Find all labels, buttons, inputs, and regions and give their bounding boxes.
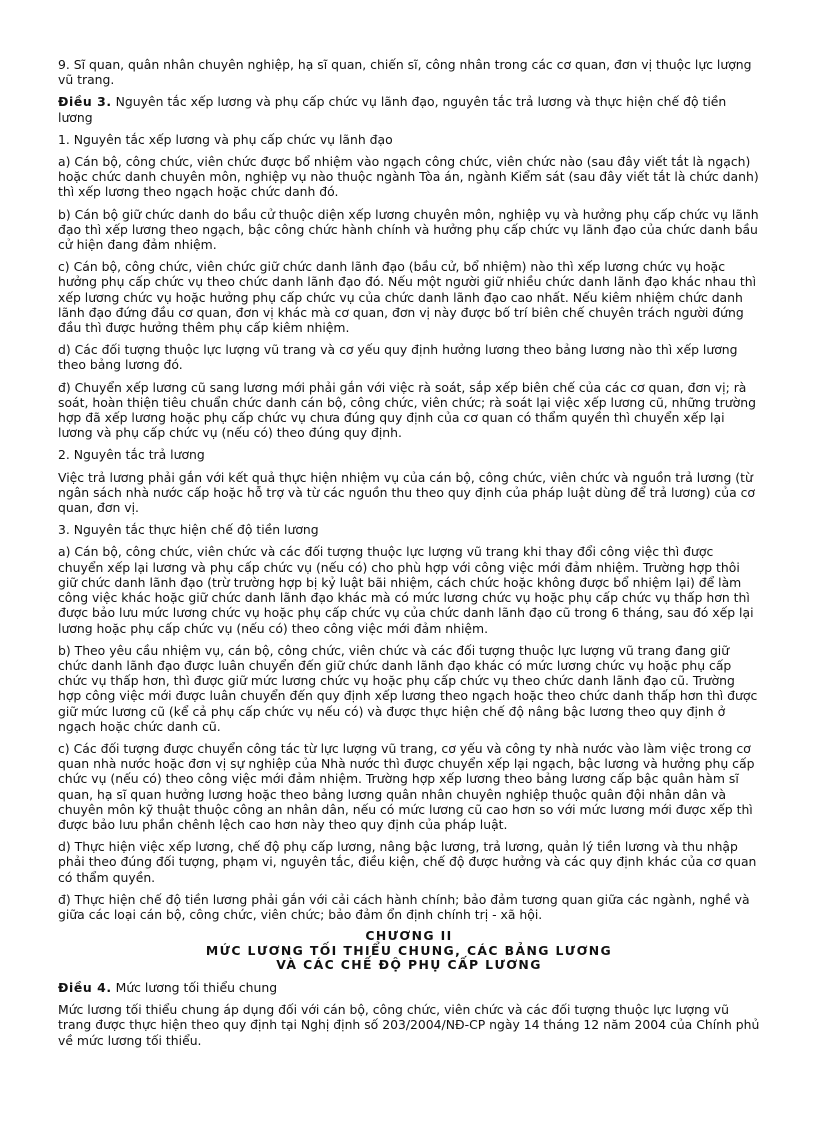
- article-3-heading: [58, 94, 760, 124]
- article-4-body: Mức lương tối thiểu chung áp dụng đối với cán bộ, công chức, viên chức và các đối tượng thuộc lực lượng vũ trang được thực hiện theo quy định tại Nghị định số 203/2004/NĐ-CP ngày 14 tháng 12 năm 2004 của Chính phủ về mức lương tối thiểu.: [58, 1002, 760, 1048]
- chapter-title-line-2: VÀ CÁC CHẾ ĐỘ PHỤ CẤP LƯƠNG: [276, 957, 542, 973]
- article-3-label: Điều 3.: [58, 94, 112, 110]
- chapter-number: CHƯƠNG II: [365, 928, 453, 944]
- paragraph-1b: b) Cán bộ giữ chức danh do bầu cử thuộc diện xếp lương chuyên môn, nghiệp vụ và hưởng phụ cấp chức vụ lãnh đạo thì xếp lương theo ngạch, bậc công chức hành chính và hưởng phụ cấp chức vụ lãnh đạo của chức danh bầu cử hiện đang đảm nhiệm.: [58, 206, 759, 253]
- paragraph-1dd: đ) Chuyển xếp lương cũ sang lương mới phải gắn với việc rà soát, sắp xếp biên chế của các cơ quan, đơn vị; rà soát, hoàn thiện tiêu chuẩn chức danh cán bộ, công chức, viên chức; rà soát lại việc xếp lương cũ, những trường hợp đã xếp lương hoặc phụ cấp chức vụ chưa đúng quy định của cơ quan có thẩm quyền thì chuyển xếp lại lương và phụ cấp chức vụ (nếu có) theo đúng quy định.: [58, 379, 756, 441]
- paragraph-3a: a) Cán bộ, công chức, viên chức và các đối tượng thuộc lực lượng vũ trang khi thay đổi công việc thì được chuyển xếp lại lương và phụ cấp chức vụ (nếu có) cho phù hợp với công việc mới đảm nhiệm. Trường hợp thôi giữ chức danh lãnh đạo (trừ trường hợp bị kỷ luật bãi nhiệm, cách chức hoặc không được bổ nhiệm lại) để làm công việc khác hoặc giữ chức danh lãnh đạo khác mà có mức lương chức vụ hoặc phụ cấp chức vụ thấp hơn thì được bảo lưu mức lương chức vụ hoặc phụ cấp chức vụ của chức danh lãnh đạo cũ trong 6 tháng, sau đó xếp lại lương hoặc phụ cấp chức vụ (nếu có) theo công việc mới đảm nhiệm.: [58, 544, 754, 636]
- paragraph-3b: b) Theo yêu cầu nhiệm vụ, cán bộ, công chức, viên chức và các đối tượng thuộc lực lượng vũ trang đang giữ chức danh lãnh đạo được luân chuyển đến giữ chức danh lãnh đạo khác có mức lương chức vụ hoặc phụ cấp chức vụ thấp hơn, thì được giữ mức lương chức vụ hoặc phụ cấp chức vụ theo chức danh lãnh đạo cũ. Trường hợp công việc mới được luân chuyển đến quy định xếp lương theo ngạch hoặc theo chức danh thấp hơn thì được giữ mức lương cũ (kể cả phụ cấp chức vụ nếu có) và được thực hiện chế độ nâng bậc lương theo quy định ở ngạch hoặc chức danh cũ.: [58, 642, 758, 734]
- paragraph-2-body: Việc trả lương phải gắn với kết quả thực hiện nhiệm vụ của cán bộ, công chức, viên chức và nguồn trả lương (từ ngân sách nhà nước cấp hoặc hỗ trợ và từ các nguồn thu theo quy định của pháp luật dùng để trả lương) của cơ quan, đơn vị.: [58, 469, 756, 516]
- paragraph-3c: c) Các đối tượng được chuyển công tác từ lực lượng vũ trang, cơ yếu và công ty nhà nước vào làm việc trong cơ quan nhà nước hoặc đơn vị sự nghiệp của Nhà nước thì được chuyển xếp lại ngạch, bậc lương và hưởng phụ cấp chức vụ (nếu có) theo công việc mới đảm nhiệm. Trường hợp xếp lương theo bảng lương cấp bậc quân hàm sĩ quan, hạ sĩ quan hưởng lương hoặc theo bảng lương quân nhân chuyên nghiệp thuộc quân đội nhân dân và chuyên môn kỹ thuật thuộc công an nhân dân, nếu có mức lương cũ cao hơn so với mức lương mới được xếp thì được bảo lưu phần chênh lệch cao hơn này theo quy định của pháp luật.: [58, 740, 755, 832]
- section-1-heading: 1. Nguyên tắc xếp lương và phụ cấp chức vụ lãnh đạo: [58, 131, 393, 147]
- paragraph-item-9: 9. Sĩ quan, quân nhân chuyên nghiệp, hạ sĩ quan, chiến sĩ, công nhân trong các cơ quan, đơn vị thuộc lực lượng vũ trang.: [58, 57, 752, 88]
- chapter-title-line-1: MỨC LƯƠNG TỐI THIỂU CHUNG, CÁC BẢNG LƯƠNG: [205, 942, 613, 958]
- article-3-title: Nguyên tắc xếp lương và phụ cấp chức vụ lãnh đạo, nguyên tắc trả lương và thực hiện chế độ tiền lương: [58, 94, 727, 125]
- paragraph-1c: c) Cán bộ, công chức, viên chức giữ chức danh lãnh đạo (bầu cử, bổ nhiệm) nào thì xếp lương chức vụ hoặc hưởng phụ cấp chức vụ theo chức danh lãnh đạo đó. Nếu một người giữ nhiều chức danh lãnh đạo khác nhau thì xếp lương chức vụ hoặc hưởng phụ cấp chức vụ của chức danh lãnh đạo cao nhất. Nếu kiêm nhiệm chức danh lãnh đạo đứng đầu cơ quan, đơn vị khác mà cơ quan, đơn vị này được bố trí biên chế chuyên trách người đứng đầu thì được hưởng thêm phụ cấp kiêm nhiệm.: [58, 259, 757, 336]
- paragraph-3d: d) Thực hiện việc xếp lương, chế độ phụ cấp lương, nâng bậc lương, trả lương, quản lý tiền lương và thu nhập phải theo đúng đối tượng, phạm vi, nguyên tắc, điều kiện, chế độ được hưởng và các quy định khác của cơ quan có thẩm quyền.: [58, 839, 757, 885]
- article-4-heading: [58, 980, 760, 995]
- article-4-label: Điều 4.: [58, 979, 112, 995]
- section-2-heading: 2. Nguyên tắc trả lương: [58, 447, 205, 463]
- paragraph-1a: a) Cán bộ, công chức, viên chức được bổ nhiệm vào ngạch công chức, viên chức nào (sau đây viết tắt là ngạch) hoặc chức danh chuyên môn, nghiệp vụ nào thuộc ngành Tòa án, ngành Kiểm sát (sau đây viết tắt là chức danh) thì xếp lương theo ngạch hoặc chức danh đó.: [58, 154, 759, 200]
- paragraph-1d: d) Các đối tượng thuộc lực lượng vũ trang và cơ yếu quy định hưởng lương theo bảng lương nào thì xếp lương theo bảng lương đó.: [58, 342, 738, 373]
- section-3-heading: 3. Nguyên tắc thực hiện chế độ tiền lương: [58, 522, 319, 538]
- article-4-title: Mức lương tối thiểu chung: [111, 979, 278, 995]
- paragraph-3dd: đ) Thực hiện chế độ tiền lương phải gắn với cải cách hành chính; bảo đảm tương quan giữa các ngành, nghề và giữa các loại cán bộ, công chức, viên chức; bảo đảm ổn định chính trị - xã hội.: [58, 891, 750, 922]
- chapter-heading: [58, 929, 760, 973]
